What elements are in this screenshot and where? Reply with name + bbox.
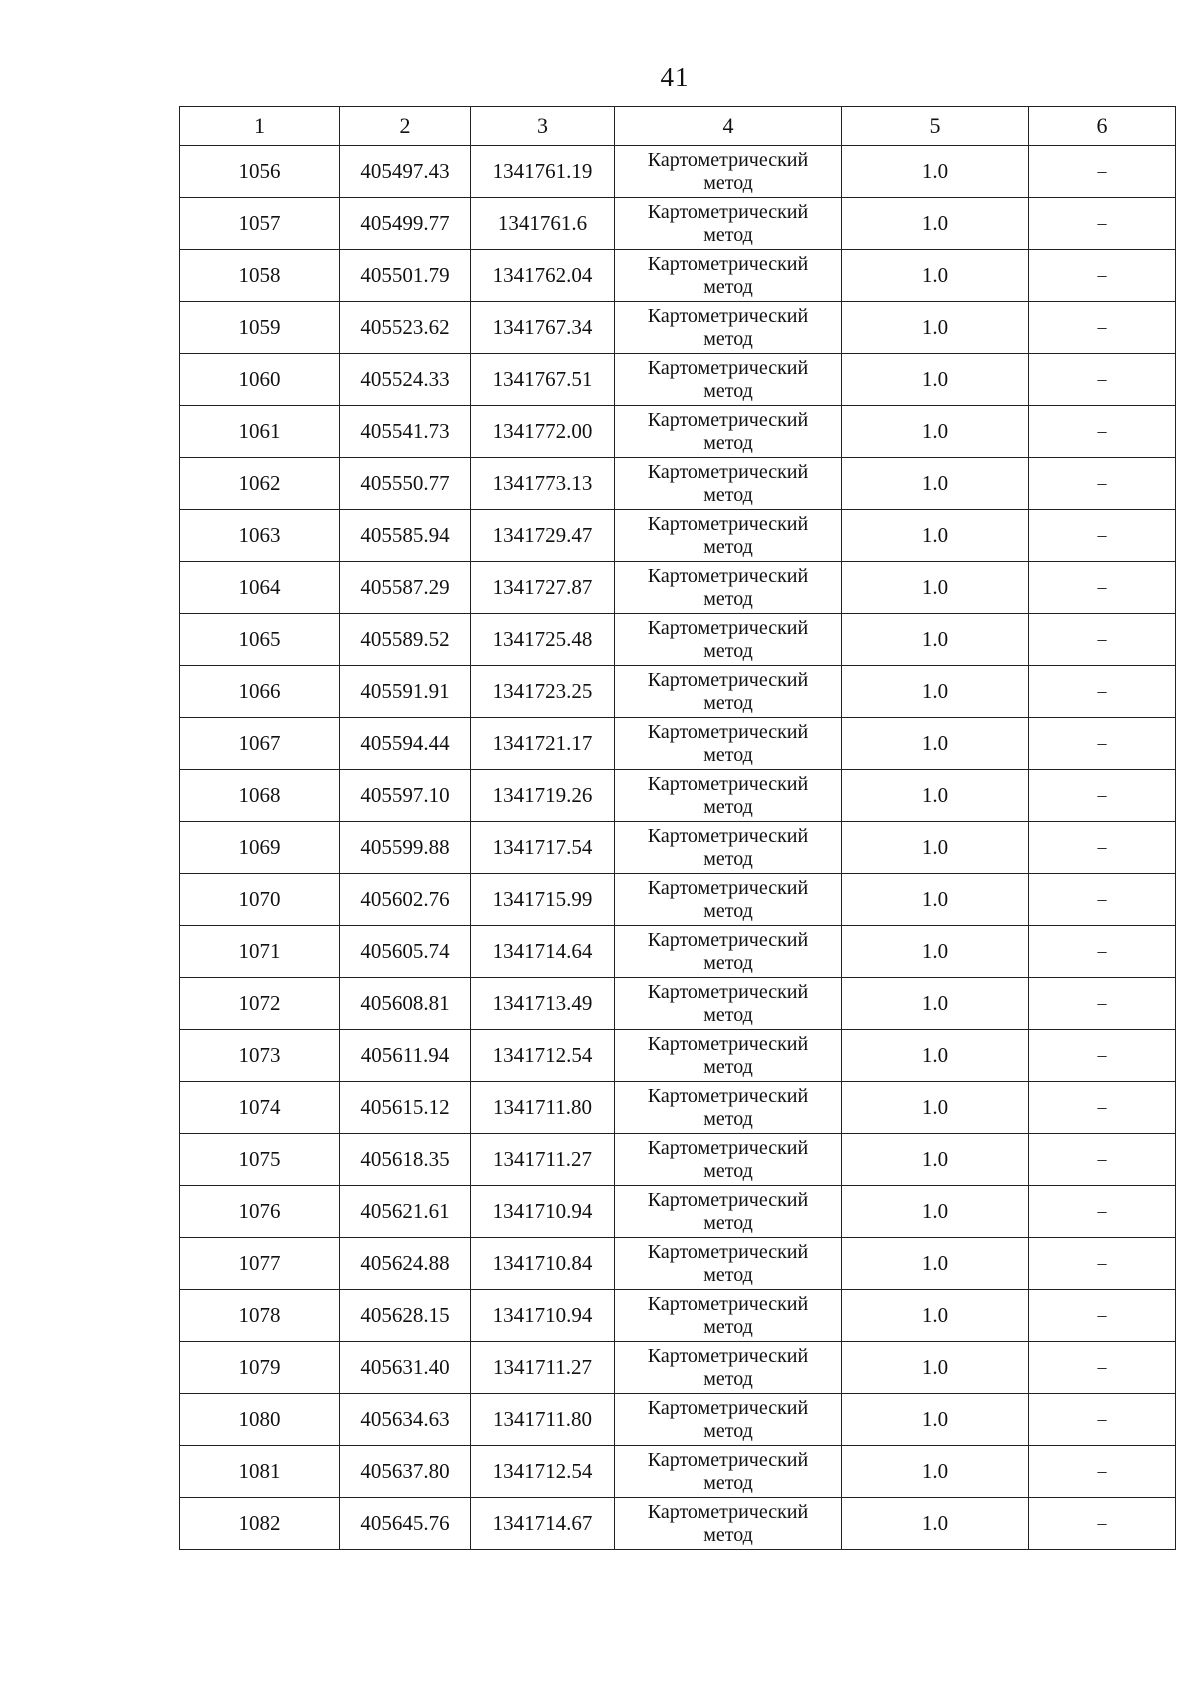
x-coordinate-cell: 405587.29 <box>340 562 471 614</box>
header-col-4: 4 <box>615 107 842 146</box>
note-cell: – <box>1029 926 1176 978</box>
y-coordinate-cell: 1341711.27 <box>471 1342 615 1394</box>
method-line-1: Картометрический <box>647 980 809 1003</box>
method-line-1: Картометрический <box>647 616 809 639</box>
table-row <box>180 822 1176 874</box>
y-coordinate-cell: 1341729.47 <box>471 510 615 562</box>
accuracy-cell: 1.0 <box>842 718 1029 770</box>
method-cell <box>615 354 842 406</box>
method-cell <box>615 198 842 250</box>
x-coordinate-cell: 405497.43 <box>340 146 471 198</box>
x-coordinate-cell: 405597.10 <box>340 770 471 822</box>
table-row <box>180 302 1176 354</box>
method-line-1: Картометрический <box>647 564 809 587</box>
table-row <box>180 1394 1176 1446</box>
method-cell <box>615 1342 842 1394</box>
y-coordinate-cell: 1341714.67 <box>471 1498 615 1550</box>
y-coordinate-cell: 1341723.25 <box>471 666 615 718</box>
point-number-cell: 1067 <box>180 718 340 770</box>
accuracy-cell: 1.0 <box>842 302 1029 354</box>
x-coordinate-cell: 405523.62 <box>340 302 471 354</box>
y-coordinate-cell: 1341761.19 <box>471 146 615 198</box>
method-line-1: Картометрический <box>647 200 809 223</box>
table-row <box>180 1082 1176 1134</box>
y-coordinate-cell: 1341762.04 <box>471 250 615 302</box>
note-cell: – <box>1029 666 1176 718</box>
table-row <box>180 250 1176 302</box>
accuracy-cell: 1.0 <box>842 978 1029 1030</box>
table-row <box>180 406 1176 458</box>
x-coordinate-cell: 405501.79 <box>340 250 471 302</box>
point-number-cell: 1069 <box>180 822 340 874</box>
accuracy-cell: 1.0 <box>842 1030 1029 1082</box>
point-number-cell: 1082 <box>180 1498 340 1550</box>
accuracy-cell: 1.0 <box>842 614 1029 666</box>
method-line-2: метод <box>703 691 753 714</box>
point-number-cell: 1074 <box>180 1082 340 1134</box>
accuracy-cell: 1.0 <box>842 1134 1029 1186</box>
note-cell: – <box>1029 354 1176 406</box>
y-coordinate-cell: 1341721.17 <box>471 718 615 770</box>
y-coordinate-cell: 1341713.49 <box>471 978 615 1030</box>
method-line-2: метод <box>703 1055 753 1078</box>
method-line-1: Картометрический <box>647 252 809 275</box>
point-number-cell: 1078 <box>180 1290 340 1342</box>
table-row <box>180 1030 1176 1082</box>
method-line-2: метод <box>703 1315 753 1338</box>
table-row <box>180 1238 1176 1290</box>
x-coordinate-cell: 405585.94 <box>340 510 471 562</box>
method-line-2: метод <box>703 587 753 610</box>
method-line-2: метод <box>703 223 753 246</box>
y-coordinate-cell: 1341714.64 <box>471 926 615 978</box>
y-coordinate-cell: 1341712.54 <box>471 1446 615 1498</box>
header-row <box>180 107 1176 146</box>
accuracy-cell: 1.0 <box>842 1082 1029 1134</box>
x-coordinate-cell: 405608.81 <box>340 978 471 1030</box>
y-coordinate-cell: 1341711.27 <box>471 1134 615 1186</box>
x-coordinate-cell: 405524.33 <box>340 354 471 406</box>
method-line-1: Картометрический <box>647 668 809 691</box>
point-number-cell: 1058 <box>180 250 340 302</box>
accuracy-cell: 1.0 <box>842 198 1029 250</box>
x-coordinate-cell: 405605.74 <box>340 926 471 978</box>
table-row <box>180 458 1176 510</box>
method-line-2: метод <box>703 639 753 662</box>
point-number-cell: 1080 <box>180 1394 340 1446</box>
x-coordinate-cell: 405624.88 <box>340 1238 471 1290</box>
method-line-2: метод <box>703 1263 753 1286</box>
y-coordinate-cell: 1341772.00 <box>471 406 615 458</box>
point-number-cell: 1077 <box>180 1238 340 1290</box>
note-cell: – <box>1029 822 1176 874</box>
method-cell <box>615 458 842 510</box>
x-coordinate-cell: 405589.52 <box>340 614 471 666</box>
point-number-cell: 1076 <box>180 1186 340 1238</box>
method-line-1: Картометрический <box>647 1188 809 1211</box>
point-number-cell: 1070 <box>180 874 340 926</box>
note-cell: – <box>1029 1290 1176 1342</box>
point-number-cell: 1065 <box>180 614 340 666</box>
table-row <box>180 718 1176 770</box>
y-coordinate-cell: 1341719.26 <box>471 770 615 822</box>
note-cell: – <box>1029 1082 1176 1134</box>
accuracy-cell: 1.0 <box>842 1186 1029 1238</box>
table-row <box>180 666 1176 718</box>
accuracy-cell: 1.0 <box>842 146 1029 198</box>
method-cell <box>615 1186 842 1238</box>
method-line-1: Картометрический <box>647 460 809 483</box>
accuracy-cell: 1.0 <box>842 406 1029 458</box>
method-line-2: метод <box>703 1367 753 1390</box>
note-cell: – <box>1029 1238 1176 1290</box>
method-line-2: метод <box>703 275 753 298</box>
accuracy-cell: 1.0 <box>842 1290 1029 1342</box>
x-coordinate-cell: 405618.35 <box>340 1134 471 1186</box>
method-cell <box>615 1134 842 1186</box>
note-cell: – <box>1029 770 1176 822</box>
method-cell <box>615 718 842 770</box>
note-cell: – <box>1029 1446 1176 1498</box>
method-line-1: Картометрический <box>647 408 809 431</box>
y-coordinate-cell: 1341710.94 <box>471 1186 615 1238</box>
method-cell <box>615 978 842 1030</box>
accuracy-cell: 1.0 <box>842 1498 1029 1550</box>
note-cell: – <box>1029 978 1176 1030</box>
accuracy-cell: 1.0 <box>842 770 1029 822</box>
method-cell <box>615 614 842 666</box>
x-coordinate-cell: 405615.12 <box>340 1082 471 1134</box>
table-row <box>180 926 1176 978</box>
y-coordinate-cell: 1341711.80 <box>471 1082 615 1134</box>
method-line-2: метод <box>703 1419 753 1442</box>
method-cell <box>615 1030 842 1082</box>
accuracy-cell: 1.0 <box>842 1238 1029 1290</box>
table-body <box>180 146 1176 1550</box>
note-cell: – <box>1029 614 1176 666</box>
note-cell: – <box>1029 458 1176 510</box>
method-cell <box>615 146 842 198</box>
method-line-2: метод <box>703 327 753 350</box>
accuracy-cell: 1.0 <box>842 510 1029 562</box>
point-number-cell: 1061 <box>180 406 340 458</box>
point-number-cell: 1063 <box>180 510 340 562</box>
method-cell <box>615 1238 842 1290</box>
method-line-2: метод <box>703 1471 753 1494</box>
point-number-cell: 1073 <box>180 1030 340 1082</box>
point-number-cell: 1071 <box>180 926 340 978</box>
method-cell <box>615 874 842 926</box>
y-coordinate-cell: 1341715.99 <box>471 874 615 926</box>
method-line-1: Картометрический <box>647 928 809 951</box>
method-line-1: Картометрический <box>647 720 809 743</box>
table-row <box>180 1498 1176 1550</box>
y-coordinate-cell: 1341710.84 <box>471 1238 615 1290</box>
note-cell: – <box>1029 1030 1176 1082</box>
point-number-cell: 1064 <box>180 562 340 614</box>
y-coordinate-cell: 1341712.54 <box>471 1030 615 1082</box>
y-coordinate-cell: 1341767.51 <box>471 354 615 406</box>
method-line-2: метод <box>703 483 753 506</box>
method-line-2: метод <box>703 379 753 402</box>
method-cell <box>615 562 842 614</box>
method-line-2: метод <box>703 1211 753 1234</box>
method-cell <box>615 926 842 978</box>
x-coordinate-cell: 405645.76 <box>340 1498 471 1550</box>
method-line-1: Картометрический <box>647 1500 809 1523</box>
x-coordinate-cell: 405628.15 <box>340 1290 471 1342</box>
x-coordinate-cell: 405599.88 <box>340 822 471 874</box>
table-row <box>180 1446 1176 1498</box>
method-line-1: Картометрический <box>647 1240 809 1263</box>
note-cell: – <box>1029 1134 1176 1186</box>
method-line-1: Картометрический <box>647 1396 809 1419</box>
note-cell: – <box>1029 302 1176 354</box>
x-coordinate-cell: 405631.40 <box>340 1342 471 1394</box>
accuracy-cell: 1.0 <box>842 926 1029 978</box>
table-header <box>180 107 1176 146</box>
point-number-cell: 1075 <box>180 1134 340 1186</box>
method-line-2: метод <box>703 795 753 818</box>
method-line-1: Картометрический <box>647 1448 809 1471</box>
y-coordinate-cell: 1341767.34 <box>471 302 615 354</box>
x-coordinate-cell: 405541.73 <box>340 406 471 458</box>
table-row <box>180 510 1176 562</box>
method-line-2: метод <box>703 899 753 922</box>
x-coordinate-cell: 405602.76 <box>340 874 471 926</box>
method-line-1: Картометрический <box>647 772 809 795</box>
accuracy-cell: 1.0 <box>842 822 1029 874</box>
point-number-cell: 1068 <box>180 770 340 822</box>
method-line-2: метод <box>703 743 753 766</box>
method-cell <box>615 666 842 718</box>
x-coordinate-cell: 405499.77 <box>340 198 471 250</box>
method-cell <box>615 1394 842 1446</box>
method-cell <box>615 1446 842 1498</box>
method-cell <box>615 770 842 822</box>
method-line-2: метод <box>703 1003 753 1026</box>
y-coordinate-cell: 1341717.54 <box>471 822 615 874</box>
note-cell: – <box>1029 146 1176 198</box>
y-coordinate-cell: 1341773.13 <box>471 458 615 510</box>
table-row <box>180 614 1176 666</box>
method-line-1: Картометрический <box>647 876 809 899</box>
header-col-6: 6 <box>1029 107 1176 146</box>
method-cell <box>615 822 842 874</box>
note-cell: – <box>1029 718 1176 770</box>
note-cell: – <box>1029 406 1176 458</box>
accuracy-cell: 1.0 <box>842 250 1029 302</box>
y-coordinate-cell: 1341710.94 <box>471 1290 615 1342</box>
table-row <box>180 770 1176 822</box>
x-coordinate-cell: 405634.63 <box>340 1394 471 1446</box>
y-coordinate-cell: 1341727.87 <box>471 562 615 614</box>
x-coordinate-cell: 405637.80 <box>340 1446 471 1498</box>
table-row <box>180 354 1176 406</box>
table-row <box>180 1186 1176 1238</box>
method-cell <box>615 406 842 458</box>
method-line-2: метод <box>703 535 753 558</box>
y-coordinate-cell: 1341761.6 <box>471 198 615 250</box>
table-row <box>180 1290 1176 1342</box>
accuracy-cell: 1.0 <box>842 458 1029 510</box>
point-number-cell: 1081 <box>180 1446 340 1498</box>
method-line-1: Картометрический <box>647 1292 809 1315</box>
accuracy-cell: 1.0 <box>842 666 1029 718</box>
point-number-cell: 1056 <box>180 146 340 198</box>
method-line-2: метод <box>703 1523 753 1546</box>
method-line-1: Картометрический <box>647 148 809 171</box>
method-line-1: Картометрический <box>647 356 809 379</box>
note-cell: – <box>1029 874 1176 926</box>
accuracy-cell: 1.0 <box>842 1394 1029 1446</box>
note-cell: – <box>1029 562 1176 614</box>
header-col-1: 1 <box>180 107 340 146</box>
coordinates-table <box>179 106 1176 1550</box>
x-coordinate-cell: 405621.61 <box>340 1186 471 1238</box>
table-row <box>180 1134 1176 1186</box>
table-row <box>180 198 1176 250</box>
note-cell: – <box>1029 1498 1176 1550</box>
header-col-3: 3 <box>471 107 615 146</box>
page-number: 41 <box>660 62 690 92</box>
x-coordinate-cell: 405550.77 <box>340 458 471 510</box>
x-coordinate-cell: 405594.44 <box>340 718 471 770</box>
method-line-2: метод <box>703 431 753 454</box>
point-number-cell: 1079 <box>180 1342 340 1394</box>
point-number-cell: 1057 <box>180 198 340 250</box>
point-number-cell: 1072 <box>180 978 340 1030</box>
accuracy-cell: 1.0 <box>842 1446 1029 1498</box>
header-col-2: 2 <box>340 107 471 146</box>
note-cell: – <box>1029 1186 1176 1238</box>
method-line-1: Картометрический <box>647 512 809 535</box>
accuracy-cell: 1.0 <box>842 354 1029 406</box>
note-cell: – <box>1029 1342 1176 1394</box>
method-cell <box>615 510 842 562</box>
method-cell <box>615 302 842 354</box>
method-line-1: Картометрический <box>647 1344 809 1367</box>
method-line-2: метод <box>703 951 753 974</box>
method-line-1: Картометрический <box>647 1032 809 1055</box>
method-line-2: метод <box>703 171 753 194</box>
table-row <box>180 978 1176 1030</box>
method-line-1: Картометрический <box>647 824 809 847</box>
note-cell: – <box>1029 510 1176 562</box>
table-row <box>180 874 1176 926</box>
method-cell <box>615 1082 842 1134</box>
table-row <box>180 562 1176 614</box>
method-line-2: метод <box>703 1107 753 1130</box>
x-coordinate-cell: 405591.91 <box>340 666 471 718</box>
y-coordinate-cell: 1341725.48 <box>471 614 615 666</box>
note-cell: – <box>1029 198 1176 250</box>
note-cell: – <box>1029 1394 1176 1446</box>
table-row <box>180 1342 1176 1394</box>
method-line-2: метод <box>703 1159 753 1182</box>
method-line-1: Картометрический <box>647 1084 809 1107</box>
table-row <box>180 146 1176 198</box>
point-number-cell: 1059 <box>180 302 340 354</box>
method-line-1: Картометрический <box>647 304 809 327</box>
header-col-5: 5 <box>842 107 1029 146</box>
method-line-2: метод <box>703 847 753 870</box>
x-coordinate-cell: 405611.94 <box>340 1030 471 1082</box>
point-number-cell: 1060 <box>180 354 340 406</box>
method-cell <box>615 250 842 302</box>
accuracy-cell: 1.0 <box>842 874 1029 926</box>
accuracy-cell: 1.0 <box>842 1342 1029 1394</box>
method-cell <box>615 1290 842 1342</box>
note-cell: – <box>1029 250 1176 302</box>
y-coordinate-cell: 1341711.80 <box>471 1394 615 1446</box>
method-line-1: Картометрический <box>647 1136 809 1159</box>
accuracy-cell: 1.0 <box>842 562 1029 614</box>
method-cell <box>615 1498 842 1550</box>
point-number-cell: 1062 <box>180 458 340 510</box>
point-number-cell: 1066 <box>180 666 340 718</box>
